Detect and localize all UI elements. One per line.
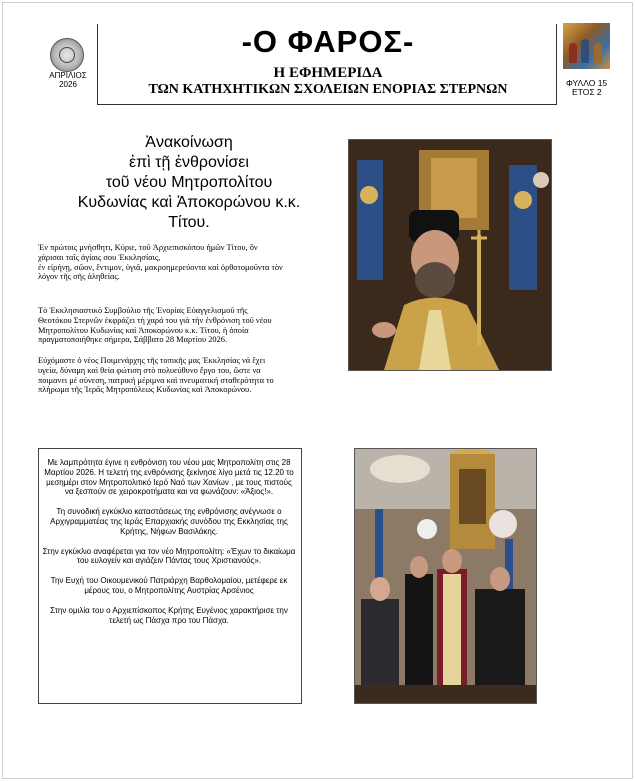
- prayer-text: [38, 243, 338, 282]
- prayer-line: χάρισαι ταῖς ἁγίαις σου Ἐκκλησίαις,: [38, 252, 161, 262]
- announcement-title-line: τοῦ νέου Μητροπολίτου: [105, 174, 273, 191]
- religious-icon-image: [563, 23, 610, 69]
- prayer-line: ἐν εἰρήνῃ, σῶον, ἔντιμον, ὑγιᾶ, μακροημερεύοντα καὶ ὀρθοτομοῦντα τὸν: [38, 262, 283, 272]
- statement-line: Τὸ Ἐκκλησιαστικὸ Συμβούλιο τῆς Ἐνορίας Εὐαγγελισμοῦ τῆς: [38, 306, 248, 315]
- prayer-line: λόγον τῆς σῆς ἀληθείας.: [38, 272, 120, 282]
- wishes-line: ποιμανει μέ σύνεση, πατρική μέριμνα καὶ πνευματική σταθερότητα το: [38, 375, 274, 385]
- issue-year-count: ΕΤΟΣ 2: [572, 87, 602, 97]
- header-bottom-rule: [97, 104, 557, 105]
- report-paragraph: Τη συνοδική εγκύκλιο καταστάσεως της ενθρόνισης ανέγνωσε ο Αρχιγραμματέας της Ιεράς Επαρχιακής συνόδου της Εκκλησίας της Κρήτης, Νήφων Βασιλάκης.: [50, 507, 288, 536]
- issue-year: 2026: [59, 80, 77, 89]
- report-paragraph: Στην εγκύκλιο αναφέρεται για τον νέο Μητροπολίτη: «Έχων το δικαίωμα του ευλογείν και αγιάζειν Πάντας τους Χριστιανούς».: [42, 546, 296, 566]
- issue-month: ΑΠΡΙΛΙΟΣ: [49, 71, 87, 80]
- report-paragraph: Την Ευχή του Οικουμενικού Πατριάρχη Βαρθολομαίου, μετέφερε εκ μέρους του, ο Μητροπολίτης Αυστρίας Αρσένιος: [50, 576, 288, 595]
- issue-number: [566, 79, 626, 97]
- report-paragraph: Στην ομιλία του ο Αρχιεπίσκοπος Κρήτης Ευγένιος χαρακτήρισε την τελετή ως Πάσχα προ του Πάσχα.: [50, 605, 288, 625]
- issue-sheet: ΦΥΛΛΟ 15: [566, 78, 608, 88]
- statement-line: Μητροπολίτου Κυδωνίας καὶ Ἀποκορώνου κ.κ. Τίτου, ἡ ὁποία: [38, 325, 249, 335]
- statement-line: Θεοτόκου Στερνῶν ἐκφράζει τὴ χαρά του γιὰ τὴν ἐνθρόνιση τοῦ νέου: [38, 315, 272, 325]
- announcement-title-line: Τίτου.: [168, 214, 210, 231]
- ceremony-photo: [354, 448, 537, 704]
- newspaper-subtitle-schools: ΤΩΝ ΚΑΤΗΧΗΤΙΚΩΝ ΣΧΟΛΕΙΩΝ ΕΝΟΡΙΑΣ ΣΤΕΡΝΩΝ: [148, 82, 508, 97]
- header-divider-left: [97, 24, 98, 104]
- header-divider-right: [556, 24, 557, 104]
- announcement-title-line: Κυδωνίας καὶ Ἀποκορώνου κ.κ.: [77, 194, 301, 211]
- announcement-title: [48, 133, 330, 233]
- statement-line: πραγματοποιήθηκε σήμερα, Σάββατο 28 Μαρτίου 2026.: [38, 335, 228, 345]
- wishes-paragraph: [38, 356, 338, 395]
- newspaper-subtitle: Η ΕΦΗΜΕΡΙΔΑ: [273, 65, 383, 81]
- announcement-title-line: Ἀνακοίνωση: [145, 134, 233, 151]
- wishes-line: Εὐχόμαστε ὁ νέος Ποιμενάρχης τῆς τοπικῆς μας Ἐκκλησίας νά ἔχει: [38, 356, 266, 365]
- report-paragraph: Με λαμπρότητα έγινε η ενθρόνιση του νέου μας Μητροπολίτη στις 28 Μαρτίου 2026. Η τελετή της ενθρόνισης ξεκίνησε λίγο μετά τις 12.20 το μεσημέρι στον Μητροπολιτικό Ιερό Ναό των Χανίων , με τους πιστούς να ξεσπούν σε χειροκροτήματα και να φωνάζουν: «Άξιος!».: [44, 458, 294, 497]
- enthronement-report: [42, 458, 296, 635]
- wishes-line: υγεία, δύναμη καὶ θεία φώτιση στὸ πολυεύθυνο ἔργο του, ὥστε να: [38, 365, 261, 375]
- council-statement: [38, 306, 338, 345]
- wishes-line: πλήρωμα τῆς Ἱερᾶς Μητροπόλεως Κυδωνίας καὶ Ἀποκορώνου.: [38, 385, 252, 395]
- church-seal-logo: [50, 38, 84, 72]
- announcement-title-line: ἐπὶ τῇ ἐνθρονίσει: [129, 154, 249, 171]
- issue-date: [46, 71, 90, 89]
- metropolitan-photo: [348, 139, 552, 371]
- newspaper-title: -Ο ΦΑΡΟΣ-: [241, 24, 415, 59]
- prayer-line: Ἐν πρώτοις μνήσθητι, Κύριε, τοῦ Ἀρχιεπισκόπου ἡμῶν Τίτου, ὃν: [38, 243, 258, 252]
